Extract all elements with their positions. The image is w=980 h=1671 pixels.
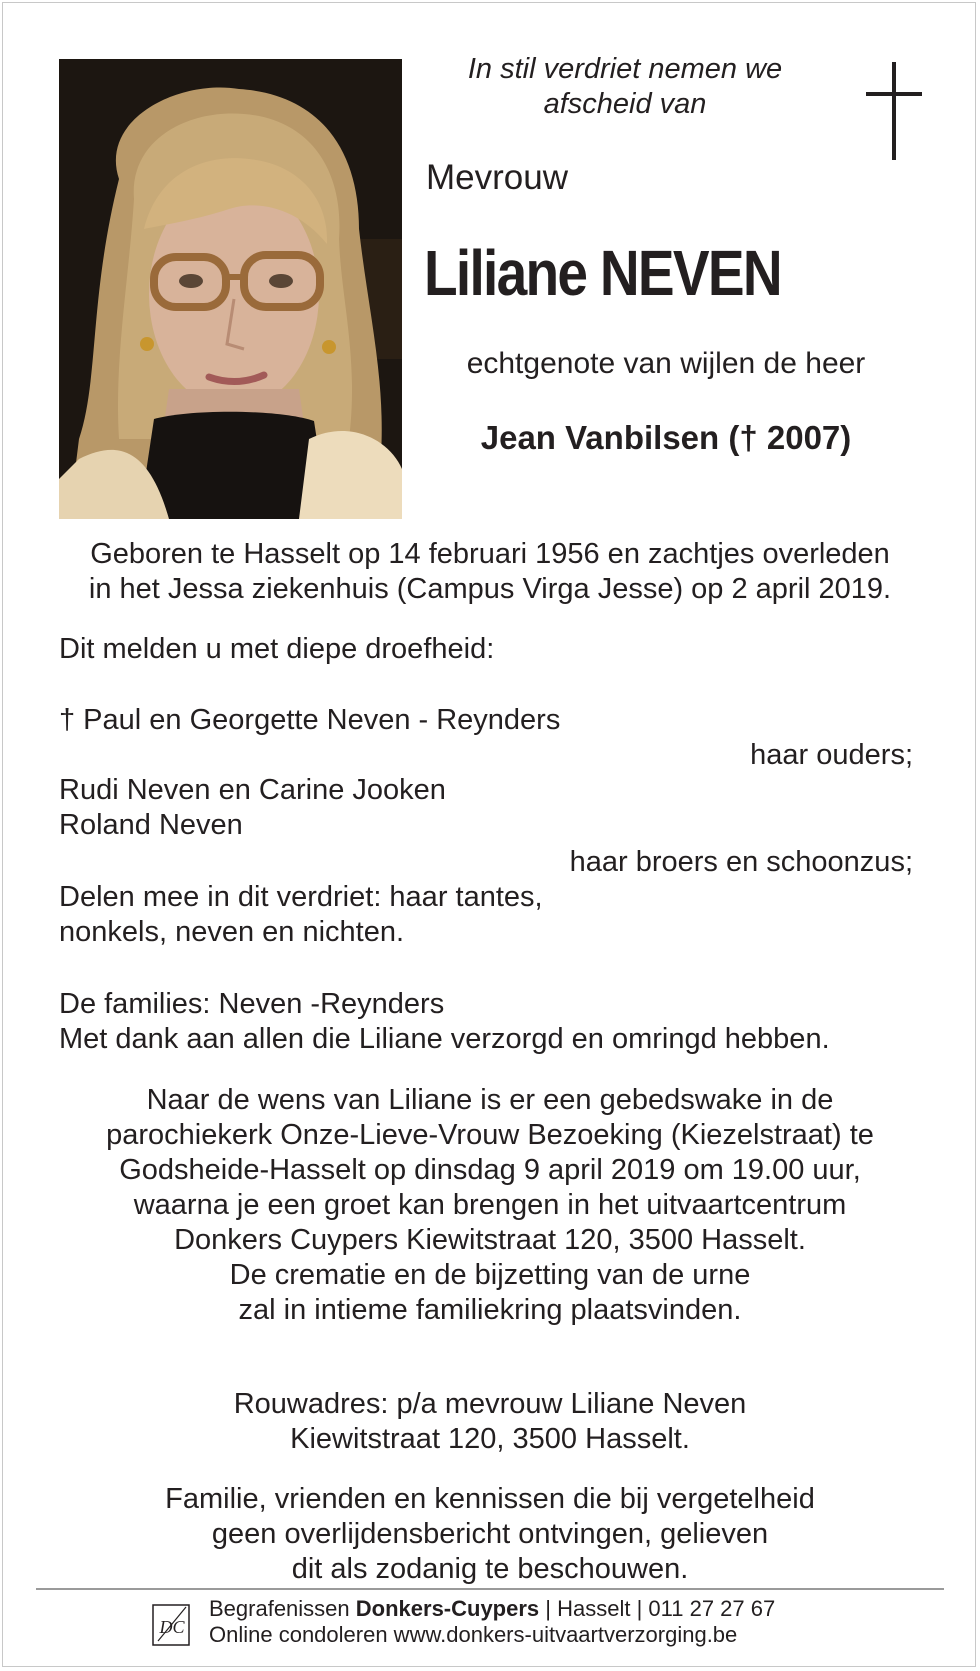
portrait-photo <box>59 59 402 519</box>
families: De families: Neven -Reynders <box>59 988 445 1020</box>
logo-monogram: DC <box>159 1617 185 1637</box>
ceremony-line-2: parochiekerk Onze-Lieve-Vrouw Bezoeking (Kiezelstraat) te <box>106 1119 874 1151</box>
footer-contact: | Hasselt | 011 27 27 67 <box>539 1596 776 1621</box>
shared-grief-line-1: Delen mee in dit verdriet: haar tantes, <box>59 881 543 913</box>
birth-line-1: Geboren te Hasselt op 14 februari 1956 en zachtjes overleden <box>90 538 890 570</box>
cross-icon <box>866 62 922 160</box>
ceremony-line-4: waarna je een groet kan brengen in het uitvaartcentrum <box>133 1189 847 1221</box>
thanks: Met dank aan allen die Liliane verzorgd en omringd hebben. <box>59 1023 830 1055</box>
funeral-home-logo-icon <box>152 1601 192 1647</box>
sibling-1: Rudi Neven en Carine Jooken <box>59 774 446 806</box>
intro-line-2: afscheid van <box>543 88 707 120</box>
intro-text <box>430 52 820 122</box>
intro-line-1: In stil verdriet nemen we <box>467 53 783 85</box>
deceased-name: Liliane NEVEN <box>424 237 781 309</box>
footer-line-2[interactable]: Online condoleren www.donkers-uitvaartverzorging.be <box>209 1622 738 1647</box>
ceremony-line-6: De crematie en de bijzetting van de urne <box>229 1259 751 1291</box>
footer-brand: Donkers-Cuypers <box>355 1596 540 1621</box>
shared-grief-line-2: nonkels, neven en nichten. <box>59 916 405 948</box>
parents-role: haar ouders; <box>750 739 913 771</box>
honorific: Mevrouw <box>426 158 568 197</box>
address-line-2: Kiewitstraat 120, 3500 Hasselt. <box>290 1423 690 1455</box>
birth-line-2: in het Jessa ziekenhuis (Campus Virga Jesse) op 2 april 2019. <box>88 573 892 605</box>
footer-prefix: Begrafenissen <box>209 1596 356 1621</box>
notice-line-1: Familie, vrienden en kennissen die bij vergetelheid <box>165 1483 815 1515</box>
ceremony-line-7: zal in intieme familiekring plaatsvinden. <box>238 1294 742 1326</box>
footer-line-1 <box>209 1596 775 1622</box>
sibling-2: Roland Neven <box>59 809 243 841</box>
ceremony-line-5: Donkers Cuypers Kiewitstraat 120, 3500 Hasselt. <box>174 1224 806 1256</box>
notice-line-2: geen overlijdensbericht ontvingen, gelieven <box>211 1518 769 1550</box>
ceremony-line-1: Naar de wens van Liliane is er een gebedswake in de <box>146 1084 834 1116</box>
footer-divider <box>36 1588 944 1590</box>
parents: † Paul en Georgette Neven - Reynders <box>59 704 561 736</box>
siblings-role: haar broers en schoonzus; <box>569 846 913 878</box>
address-line-1: Rouwadres: p/a mevrouw Liliane Neven <box>233 1388 747 1420</box>
notice-line-3: dit als zodanig te beschouwen. <box>291 1553 689 1585</box>
spouse-name: Jean Vanbilsen († 2007) <box>480 419 852 456</box>
ceremony-line-3: Godsheide-Hasselt op dinsdag 9 april 2019 om 19.00 uur, <box>119 1154 861 1186</box>
announcement: Dit melden u met diepe droefheid: <box>59 633 495 665</box>
spouse-intro: echtgenote van wijlen de heer <box>466 347 866 380</box>
